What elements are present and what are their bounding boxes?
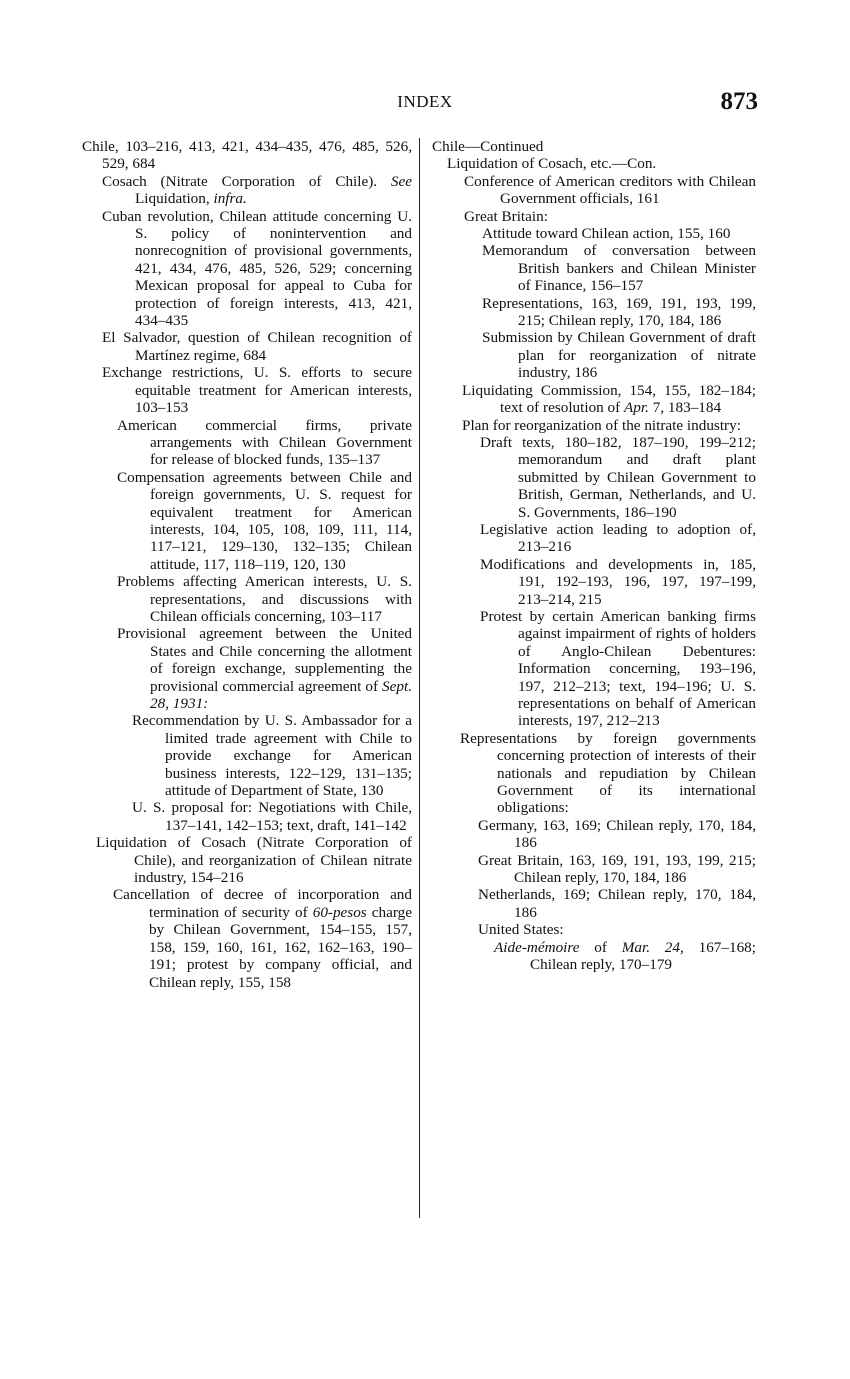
- entry-text: Great Britain, 163, 169, 191, 193, 199, 215; Chilean reply, 170, 184, 186: [478, 851, 756, 887]
- index-entry: [432, 886, 756, 921]
- index-entry: [432, 921, 756, 938]
- entry-text: Representations by foreign governments concerning protection of interests of their nationals and repudiation by Chilean Government of its international obligations:: [460, 729, 756, 817]
- index-entry: [82, 417, 412, 469]
- entry-text: of: [579, 938, 622, 956]
- entry-text: Exchange restrictions, U. S. efforts to secure equitable treatment for American interests, 103–153: [102, 364, 412, 417]
- entry-text: Representations, 163, 169, 191, 193, 199, 215; Chilean reply, 170, 184, 186: [482, 294, 756, 330]
- index-column-right: [432, 138, 756, 974]
- entry-text: Germany, 163, 169; Chilean reply, 170, 184, 186: [478, 816, 756, 852]
- entry-text: Cosach (Nitrate Corporation of Chile).: [102, 172, 391, 190]
- entry-text: Modifications and developments in, 185, 191, 192–193, 196, 197, 197–199, 213–214, 215: [480, 555, 756, 608]
- entry-text: Provisional agreement between the United States and Chile concerning the allotment of foreign exchange, supplementing the provisional commercial agreement of: [117, 625, 412, 695]
- index-entry: [432, 242, 756, 294]
- index-entry: [432, 730, 756, 817]
- entry-text: Cuban revolution, Chilean attitude concerning U. S. policy of nonintervention and nonrecognition of provisional governments, 421, 434, 476, 485, 526, 529; concerning Mexican proposal for appeal to Cuba for protection of foreign interests, 413, 421, 434–435: [102, 207, 412, 330]
- entry-text-italic: Mar. 24,: [621, 938, 684, 956]
- entry-text: Problems affecting American interests, U. S. representations, and discussions with Chilean officials concerning, 103–117: [117, 573, 412, 625]
- index-entry: [432, 225, 756, 242]
- index-entry: [432, 608, 756, 730]
- entry-text: charge by Chilean Government, 154–155, 157, 158, 159, 160, 161, 162, 162–163, 190–191; protest by company official, and Chilean reply, 155, 158: [149, 903, 412, 991]
- entry-text: Attitude toward Chilean action, 155, 160: [482, 225, 731, 243]
- index-entry: [432, 155, 756, 172]
- index-entry: [82, 834, 412, 886]
- entry-text-italic: infra.: [213, 190, 247, 208]
- index-entry: [82, 138, 412, 173]
- entry-text-italic: Apr.: [624, 399, 649, 417]
- entry-text: Chile—Continued: [432, 138, 544, 155]
- index-entry: [82, 329, 412, 364]
- index-entry: [82, 364, 412, 416]
- entry-text: Conference of American creditors with Chilean Government officials, 161: [464, 172, 756, 208]
- index-entry: [432, 295, 756, 330]
- index-entry: [82, 886, 412, 990]
- entry-text: Cancellation of decree of incorporation and termination of security of: [113, 886, 412, 921]
- column-divider: [419, 138, 420, 1218]
- running-head: INDEX: [397, 92, 453, 111]
- index-entry: [432, 417, 756, 434]
- index-entry: [82, 573, 412, 625]
- index-column-left: [82, 138, 412, 991]
- entry-text: Plan for reorganization of the nitrate industry:: [462, 416, 741, 434]
- index-entry: [432, 852, 756, 887]
- entry-text: U. S. proposal for: Negotiations with Chile, 137–141, 142–153; text, draft, 141–142: [132, 799, 412, 834]
- entry-text-italic: Sept. 28, 1931:: [150, 677, 412, 712]
- entry-text: United States:: [478, 921, 564, 939]
- entry-text: Great Britain:: [464, 207, 548, 225]
- index-entry: [82, 625, 412, 712]
- entry-text-italic: Aide-mémoire: [494, 938, 580, 956]
- entry-text-italic: See: [390, 172, 412, 190]
- entry-text: El Salvador, question of Chilean recognition of Martínez regime, 684: [102, 329, 412, 364]
- entry-text: 167–168; Chilean reply, 170–179: [530, 938, 756, 974]
- page-number: 873: [720, 88, 758, 115]
- index-entry: [432, 208, 756, 225]
- entry-text: Draft texts, 180–182, 187–190, 199–212; memorandum and draft plant submitted by Chilean Government to British, German, Netherlands, and U. S. Governments, 186–190: [480, 433, 756, 521]
- index-entry: [82, 712, 412, 799]
- entry-text: Netherlands, 169; Chilean reply, 170, 184, 186: [478, 886, 756, 921]
- entry-text: Liquidation of Cosach, etc.—Con.: [447, 155, 657, 173]
- entry-text: Recommendation by U. S. Ambassador for a limited trade agreement with Chile to provide exchange for American business interests, 122–129, 131–135; attitude of Department of State, 130: [132, 712, 412, 800]
- index-entry: [432, 382, 756, 417]
- entry-text: Submission by Chilean Government of draft plan for reorganization of nitrate industry, 186: [482, 329, 756, 382]
- index-entry: [432, 173, 756, 208]
- index-entry: [432, 434, 756, 521]
- entry-text-italic: 60-pesos: [312, 903, 367, 921]
- index-entry: [432, 556, 756, 608]
- entry-text: Legislative action leading to adoption of, 213–216: [480, 520, 756, 556]
- index-entry: [82, 173, 412, 208]
- index-entry: [432, 521, 756, 556]
- entry-text: Compensation agreements between Chile and foreign governments, U. S. request for equivalent treatment for American interests, 104, 105, 108, 109, 111, 114, 117–121, 129–130, 132–135; Chilean attitude, 117, 118–119, 120, 130: [117, 468, 412, 573]
- entry-text: American commercial firms, private arrangements with Chilean Government for release of blocked funds, 135–137: [117, 416, 412, 469]
- entry-text: Liquidation of Cosach (Nitrate Corporation of Chile), and reorganization of Chilean nitrate industry, 154–216: [96, 834, 412, 887]
- index-entry: [432, 138, 756, 155]
- entry-text: Chile, 103–216, 413, 421, 434–435, 476, 485, 526, 529, 684: [82, 138, 412, 173]
- index-entry: [432, 817, 756, 852]
- entry-text: 7, 183–184: [648, 399, 722, 417]
- entry-text: Memorandum of conversation between British bankers and Chilean Minister of Finance, 156–157: [482, 242, 756, 295]
- entry-text: Liquidation,: [135, 190, 214, 208]
- entry-text: Liquidating Commission, 154, 155, 182–184; text of resolution of: [462, 381, 756, 417]
- index-entry: [82, 799, 412, 834]
- index-entry: [82, 469, 412, 573]
- index-entry: [432, 939, 756, 974]
- entry-text: Protest by certain American banking firms against impairment of rights of holders of Anglo-Chilean Debentures: Information concerning, 193–196, 197, 212–213; text, 194–196; U. S. representations on behalf of American interests, 197, 212–213: [480, 607, 756, 730]
- index-entry: [432, 329, 756, 381]
- index-entry: [82, 208, 412, 330]
